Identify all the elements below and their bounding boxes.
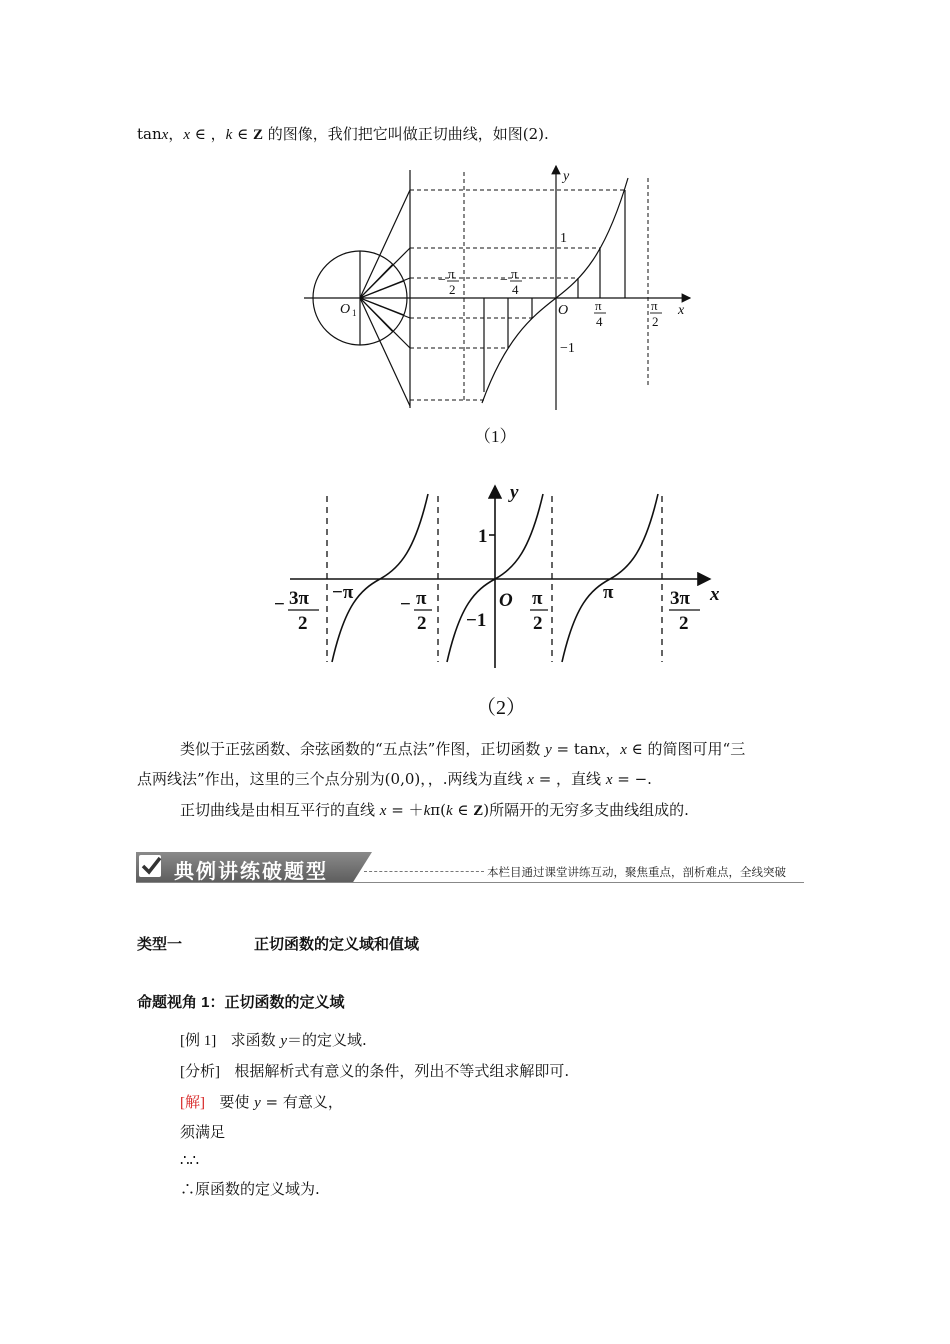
para2: 正切曲线是由相互平行的直线 x = ＋kπ(k ∈ Z)所隔开的无穷多支曲线组成的.	[180, 801, 689, 819]
fig2-origin-label: O	[499, 590, 513, 611]
svg-text:−: −	[400, 594, 411, 615]
svg-text:π: π	[595, 298, 602, 313]
fig2-tick-1: 1	[478, 526, 488, 547]
figure-2-tangent-curve	[270, 480, 730, 680]
svg-text:2: 2	[417, 613, 427, 634]
type-label: 类型一	[137, 936, 183, 953]
fig2-branch-3	[562, 494, 658, 662]
fig2-branch-1	[332, 494, 428, 662]
solution-line: [解] 要使 y = 有意义，	[180, 1093, 343, 1111]
figure-2-caption: （2）	[476, 697, 526, 719]
svg-text:π: π	[448, 266, 455, 281]
svg-text:2: 2	[679, 613, 689, 634]
type-title: 正切函数的定义域和值域	[254, 936, 420, 953]
banner-title: 典例讲练破题型	[174, 859, 328, 883]
solution-domain: ∴原函数的定义域为.	[180, 1180, 320, 1198]
svg-text:π: π	[416, 588, 427, 609]
svg-text:1: 1	[352, 308, 357, 318]
fig1-o1-label: O	[340, 302, 351, 317]
svg-text:2: 2	[298, 613, 308, 634]
tangent-curve	[482, 178, 628, 403]
section-banner	[136, 852, 804, 884]
figure-1-caption: （1）	[474, 427, 517, 446]
solution-condition: 须满足	[180, 1123, 226, 1141]
para1-line2: 点两线法”作出，这里的三个点分别为(0,0)，，.两线为直线 x = ，直线 x = −.	[137, 770, 652, 788]
svg-text:4: 4	[596, 314, 603, 329]
fig2-y-label: y	[510, 482, 519, 503]
fig1-x-label: x	[678, 303, 685, 318]
example-line: [例 1] 求函数 y＝的定义域.	[180, 1031, 367, 1049]
checkmark-icon	[140, 855, 162, 877]
proposition-angle: 命题视角 1：正切函数的定义域	[137, 994, 345, 1011]
fig1-tick-neg-1: −1	[560, 341, 575, 356]
fig2-x-label: x	[710, 584, 720, 605]
svg-text:3π: 3π	[670, 588, 690, 609]
svg-text:−: −	[438, 273, 446, 288]
intro-line: tanx，x ∈ ，k ∈ Z 的图像，我们把它叫做正切曲线，如图(2).	[137, 125, 549, 143]
fig2-tick-neg-pi: −π	[332, 582, 354, 603]
svg-text:2: 2	[652, 314, 659, 329]
svg-text:4: 4	[512, 282, 519, 297]
figure-1-tangent-line-construction	[300, 160, 700, 422]
fig1-y-label: y	[563, 169, 570, 184]
fig1-tick-1: 1	[560, 231, 567, 246]
svg-text:π: π	[511, 266, 518, 281]
analysis-line: [分析] 根据解析式有意义的条件，列出不等式组求解即可.	[180, 1062, 570, 1080]
svg-text:2: 2	[449, 282, 456, 297]
fig2-tick-neg-1: −1	[466, 610, 487, 631]
fig1-origin-label: O	[558, 303, 569, 318]
svg-text:−: −	[500, 273, 508, 288]
banner-subtitle: 本栏目通过课堂讲练互动，聚焦重点，剖析难点，全线突破	[487, 865, 786, 879]
fig2-tick-pi: π	[603, 582, 614, 603]
svg-text:π: π	[651, 298, 658, 313]
para1-line1: 类似于正弦函数、余弦函数的“五点法”作图，正切函数 y = tanx，x ∈ 的简图可用“三	[180, 740, 746, 758]
svg-text:−: −	[274, 594, 285, 615]
svg-text:π: π	[532, 588, 543, 609]
solution-therefore: ∴∴	[180, 1151, 200, 1169]
svg-text:3π: 3π	[289, 588, 309, 609]
svg-text:2: 2	[533, 613, 543, 634]
